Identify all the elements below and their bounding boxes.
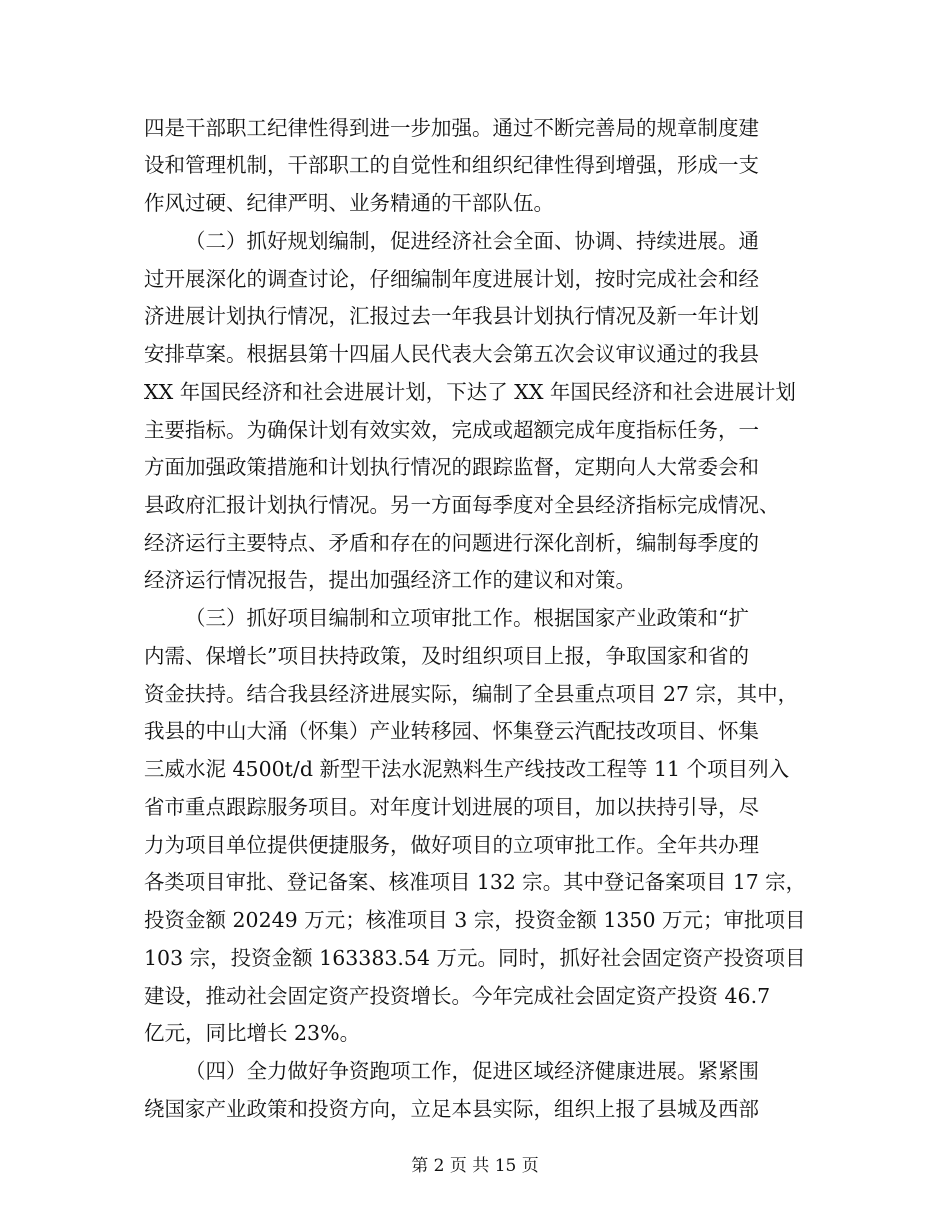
body-line	[0, 566, 950, 594]
line-text: 三威水泥 4500t/d 新型干法水泥熟料生产线技改工程等 11 个项目列入	[144, 757, 790, 781]
body-line	[0, 114, 950, 142]
body-line	[0, 680, 950, 708]
line-text: （二）抓好规划编制，促进经济社会全面、协调、持续进展。通	[185, 229, 759, 253]
body-line	[0, 982, 950, 1010]
body-line	[0, 717, 950, 745]
line-text: 安排草案。根据县第十四届人民代表大会第五次会议审议通过的我县	[144, 342, 759, 366]
body-line	[0, 227, 950, 255]
body-line	[0, 906, 950, 934]
body-line	[0, 453, 950, 481]
body-line	[0, 378, 950, 406]
line-text: （三）抓好项目编制和立项审批工作。根据国家产业政策和“扩	[185, 606, 749, 630]
line-text: 资金扶持。结合我县经济进展实际，编制了全县重点项目 27 宗，其中，	[144, 682, 799, 706]
line-text: 济进展计划执行情况，汇报过去一年我县计划执行情况及新一年计划	[144, 304, 759, 328]
body-line	[0, 302, 950, 330]
line-text: 设和管理机制，干部职工的自觉性和组织纪律性得到增强，形成一支	[144, 153, 759, 177]
page-number-footer: 第 2 页 共 15 页	[411, 1156, 539, 1176]
body-line	[0, 1019, 950, 1047]
body-line	[0, 831, 950, 859]
line-text: 省市重点跟踪服务项目。对年度计划进展的项目，加以扶持引导，尽	[144, 795, 759, 819]
line-text: 绕国家产业政策和投资方向，立足本县实际，组织上报了县城及西部	[144, 1097, 759, 1121]
line-text: XX 年国民经济和社会进展计划，下达了 XX 年国民经济和社会进展计划	[144, 380, 796, 404]
body-line	[0, 340, 950, 368]
body-line	[0, 416, 950, 444]
body-line	[0, 642, 950, 670]
line-text: （四）全力做好争资跑项工作，促进区域经济健康进展。紧紧围	[185, 1059, 759, 1083]
body-line	[0, 755, 950, 783]
line-text: 作风过硬、纪律严明、业务精通的干部队伍。	[144, 191, 554, 215]
line-text: 建设，推动社会固定资产投资增长。今年完成社会固定资产投资 46.7	[144, 984, 771, 1008]
body-line	[0, 944, 950, 972]
line-text: 我县的中山大涌（怀集）产业转移园、怀集登云汽配技改项目、怀集	[144, 719, 759, 743]
line-text: 经济运行情况报告，提出加强经济工作的建议和对策。	[144, 568, 636, 592]
body-line	[0, 604, 950, 632]
line-text: 103 宗，投资金额 163383.54 万元。同时，抓好社会固定资产投资项目	[144, 946, 806, 970]
line-text: 方面加强政策措施和计划执行情况的跟踪监督，定期向人大常委会和	[144, 455, 759, 479]
line-text: 县政府汇报计划执行情况。另一方面每季度对全县经济指标完成情况、	[144, 493, 780, 517]
line-text: 各类项目审批、登记备案、核准项目 132 宗。其中登记备案项目 17 宗，	[144, 870, 807, 894]
body-line	[0, 189, 950, 217]
line-text: 四是干部职工纪律性得到进一步加强。通过不断完善局的规章制度建	[144, 116, 759, 140]
line-text: 过开展深化的调查讨论，仔细编制年度进展计划，按时完成社会和经	[144, 267, 759, 291]
line-text: 亿元，同比增长 23%。	[144, 1021, 361, 1045]
line-text: 内需、保增长”项目扶持政策，及时组织项目上报，争取国家和省的	[144, 644, 749, 668]
body-line	[0, 529, 950, 557]
body-line	[0, 793, 950, 821]
body-line	[0, 1095, 950, 1123]
line-text: 主要指标。为确保计划有效实效，完成或超额完成年度指标任务，一	[144, 418, 759, 442]
body-line	[0, 151, 950, 179]
line-text: 经济运行主要特点、矛盾和存在的问题进行深化剖析，编制每季度的	[144, 531, 759, 555]
body-line	[0, 868, 950, 896]
body-line	[0, 265, 950, 293]
line-text: 投资金额 20249 万元；核准项目 3 宗，投资金额 1350 万元；审批项目	[144, 908, 806, 932]
line-text: 力为项目单位提供便捷服务，做好项目的立项审批工作。全年共办理	[144, 833, 759, 857]
body-line	[0, 491, 950, 519]
body-line	[0, 1057, 950, 1085]
